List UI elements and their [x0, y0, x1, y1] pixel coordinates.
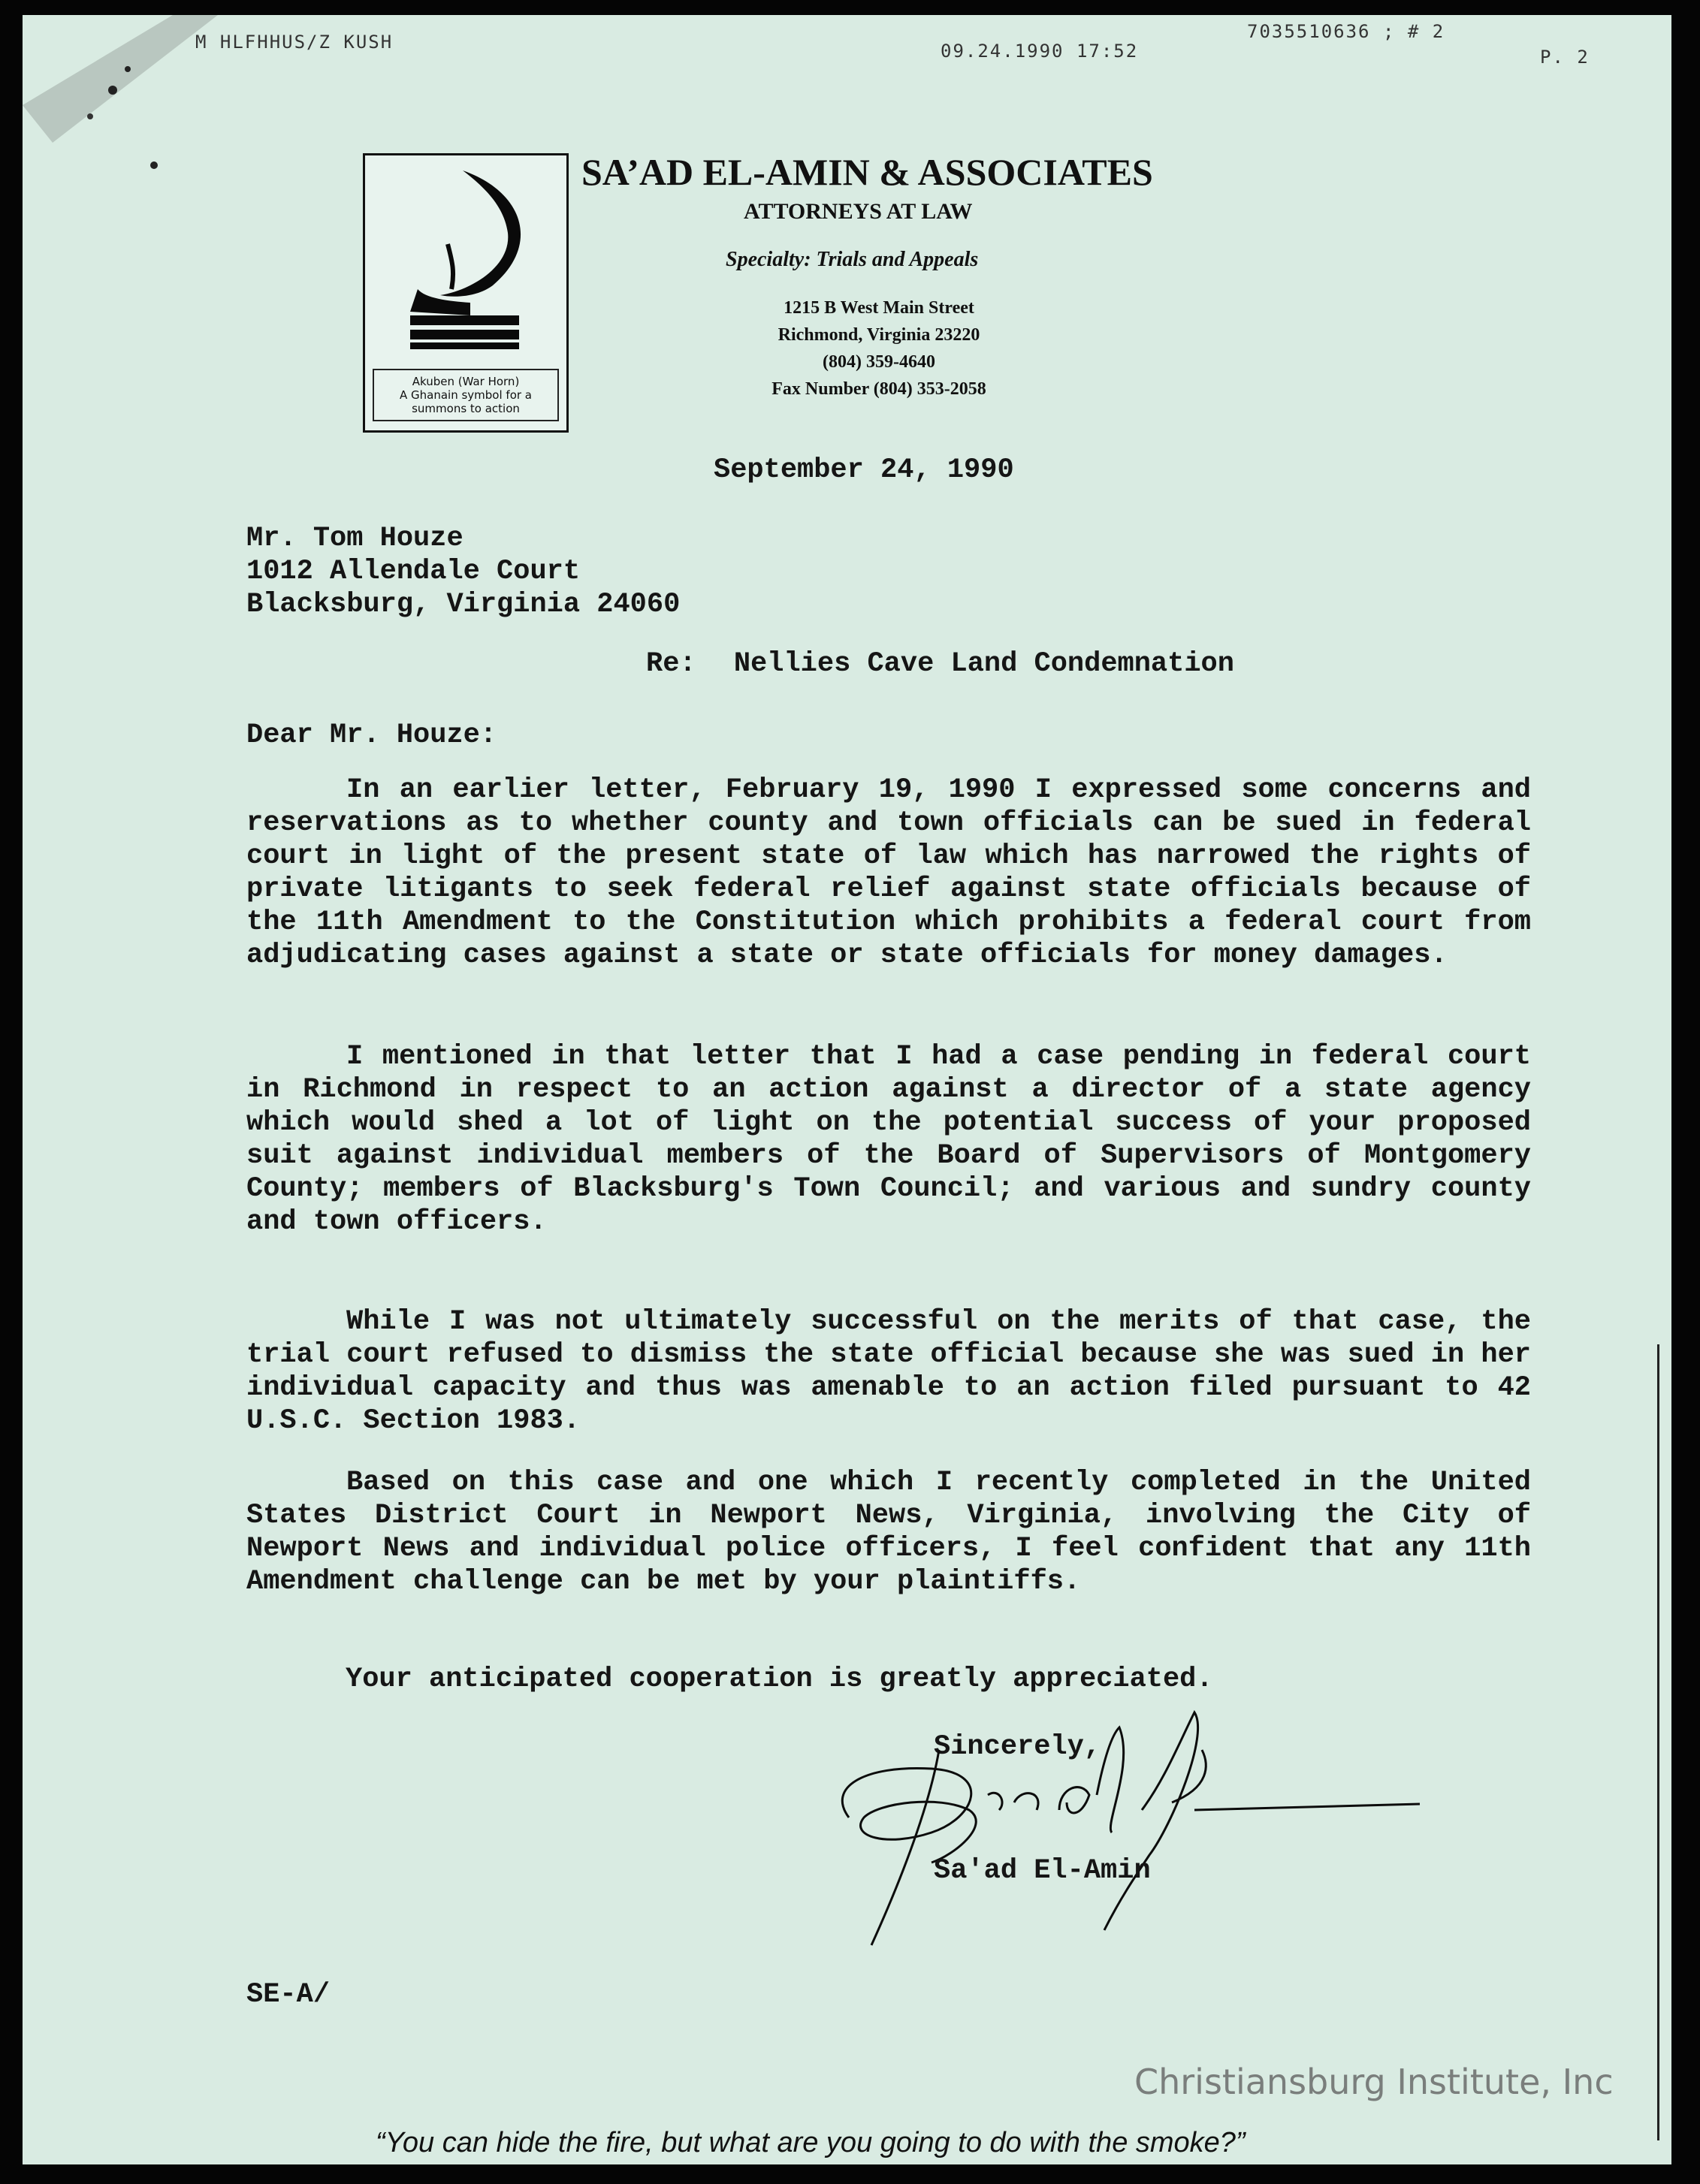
archive-watermark: Christiansburg Institute, Inc — [1134, 2062, 1614, 2102]
footer-quote: “You can hide the fire, but what are you going to do with the smoke?” — [376, 2127, 1246, 2158]
fax-page: P. 2 — [1540, 47, 1590, 68]
body-paragraph: Based on this case and one which I recently completed in the United States District Court in Newport News, Virginia, involving the City of Newport News and individual police officers, I feel confident that any 11th Amendment challenge can be met by your plaintiffs. — [246, 1467, 1531, 1597]
signer-name: Sa'ad El-Amin — [934, 1855, 1151, 1887]
recipient-address: Mr. Tom Houze 1012 Allendale Court Blacksburg, Virginia 24060 — [246, 523, 681, 620]
re-subject: Nellies Cave Land Condemnation — [733, 648, 1234, 680]
handwritten-signature — [819, 1705, 1435, 1953]
fax-date: 09.24.1990 17:52 — [941, 41, 1139, 62]
closing-sentence: Your anticipated cooperation is greatly appreciated. — [346, 1664, 1213, 1695]
typist-initials: SE-A/ — [246, 1979, 331, 2011]
firm-logo — [363, 153, 569, 433]
letter-date: September 24, 1990 — [714, 454, 1014, 486]
page-edge-line — [1657, 1344, 1659, 2140]
body-paragraph: In an earlier letter, February 19, 1990 I expressed some concerns and reservations as to whether county and town officials can be sued in federal court in light of the present state of law which has narrowed the rights of private litigants to seek federal relief against state officials because of the 11th Amendment to the Constitution which prohibits a federal court from adjudicating cases against a state or state officials for money damages. — [246, 774, 1531, 971]
letter-page — [23, 15, 1671, 2164]
fax-sender: M HLFHHUS/Z KUSH — [195, 32, 394, 53]
salutation: Dear Mr. Houze: — [246, 719, 497, 751]
firm-address: 1215 B West Main Street Richmond, Virginia 23220 (804) 359-4640 Fax Number (804) 353-2058 — [771, 298, 986, 399]
logo-caption: Akuben (War Horn) A Ghanain symbol for a summons to action — [373, 369, 559, 421]
fax-top-right: 7035510636 ; # 2 — [1247, 21, 1445, 42]
akuben-war-horn-icon — [380, 161, 551, 349]
sign-off: Sincerely, — [934, 1731, 1101, 1763]
re-label: Re: — [646, 648, 696, 680]
body-paragraph: While I was not ultimately successful on the merits of that case, the trial court refused to dismiss the state official because she was sued in her individual capacity and thus was amenable to an action filed pursuant to 42 U.S.C. Section 1983. — [246, 1306, 1531, 1437]
subject-line — [646, 648, 1234, 680]
firm-subtitle: ATTORNEYS AT LAW — [744, 199, 973, 224]
firm-name: SA’AD EL-AMIN & ASSOCIATES — [581, 151, 1153, 193]
body-paragraph: I mentioned in that letter that I had a case pending in federal court in Richmond in respect to an action against a director of a state agency which would shed a lot of light on the potential success of your proposed suit against individual members of the Board of Supervisors of Montgomery County; members of Blacksburg's Town Council; and various and sundry county and town officers. — [246, 1041, 1531, 1238]
firm-specialty: Specialty: Trials and Appeals — [726, 248, 979, 271]
